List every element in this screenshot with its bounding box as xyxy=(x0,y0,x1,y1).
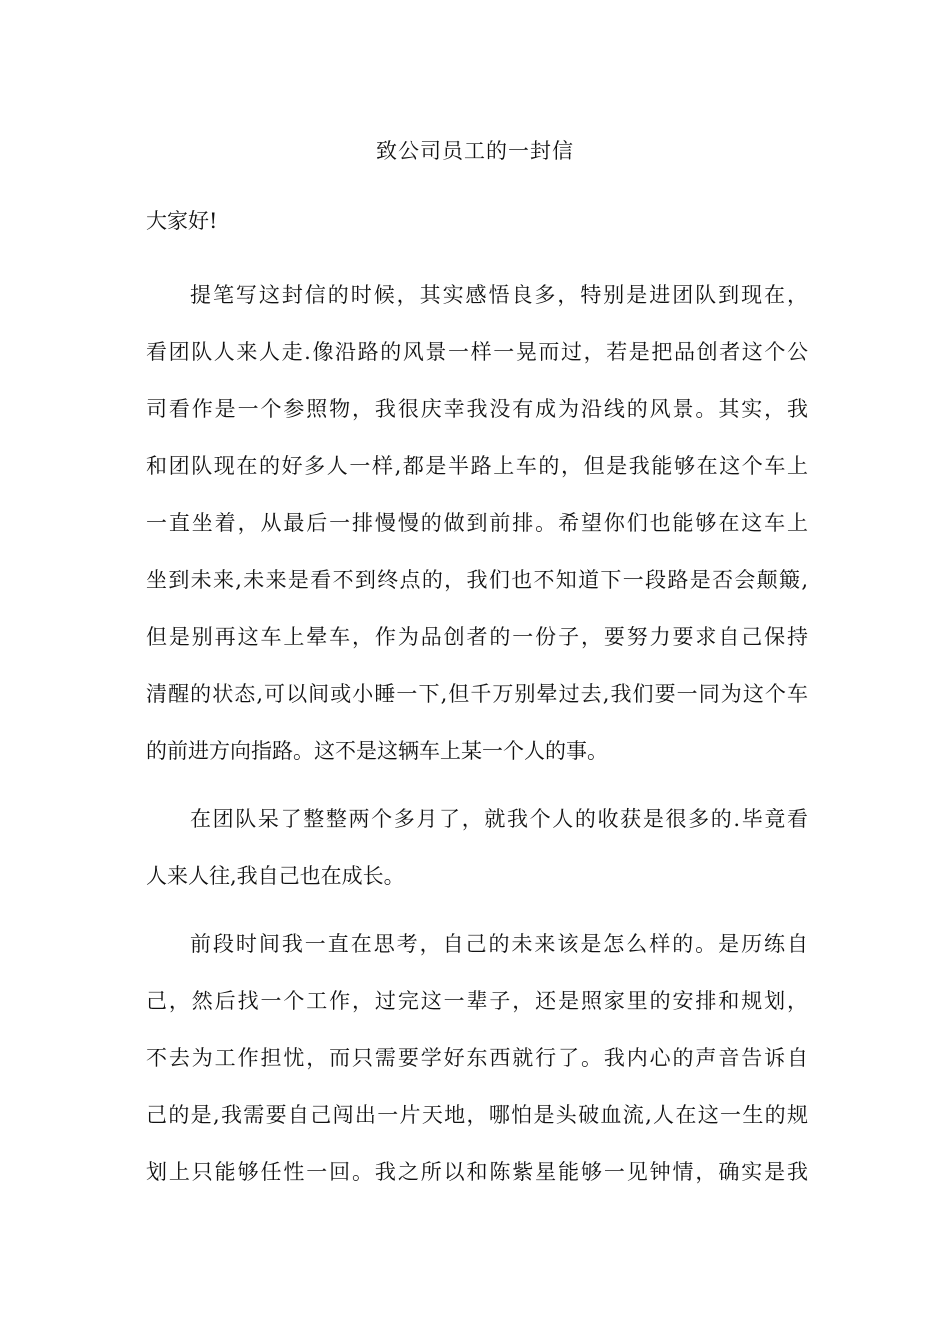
paragraph-line: 坐到未来,未来是看不到终点的，我们也不知道下一段路是否会颠簸, xyxy=(146,568,808,592)
paragraph-line: 但是别再这车上晕车，作为品创者的一份子，要努力要求自己保持 xyxy=(146,625,808,649)
paragraph-line: 人来人往,我自己也在成长。 xyxy=(146,864,405,888)
paragraph-2 xyxy=(146,791,808,905)
paragraph-1 xyxy=(146,267,808,780)
paragraph-line: 的前进方向指路。这不是这辆车上某一个人的事。 xyxy=(146,739,608,763)
paragraph-line: 司看作是一个参照物，我很庆幸我没有成为沿线的风景。其实，我 xyxy=(146,397,808,421)
paragraph-line: 己，然后找一个工作，过完这一辈子，还是照家里的安排和规划， xyxy=(146,989,808,1013)
paragraph-line: 看团队人来人走.像沿路的风景一样一晃而过，若是把品创者这个公 xyxy=(146,340,808,364)
paragraph-line: 一直坐着，从最后一排慢慢的做到前排。希望你们也能够在这车上 xyxy=(146,511,808,535)
paragraph-line: 和团队现在的好多人一样,都是半路上车的，但是我能够在这个车上 xyxy=(146,454,808,478)
paragraph-line: 划上只能够任性一回。我之所以和陈紫星能够一见钟情，确实是我 xyxy=(146,1160,808,1184)
paragraph-line: 提笔写这封信的时候，其实感悟良多，特别是进团队到现在， xyxy=(190,283,808,307)
paragraph-line: 前段时间我一直在思考，自己的未来该是怎么样的。是历练自 xyxy=(190,932,808,956)
paragraph-line: 不去为工作担忧，而只需要学好东西就行了。我内心的声音告诉自 xyxy=(146,1046,808,1070)
paragraph-line: 己的是,我需要自己闯出一片天地，哪怕是头破血流,人在这一生的规 xyxy=(146,1103,808,1127)
paragraph-line: 清醒的状态,可以间或小睡一下,但千万别晕过去,我们要一同为这个车 xyxy=(146,682,808,706)
paragraph-line: 在团队呆了整整两个多月了，就我个人的收获是很多的.毕竟看 xyxy=(190,807,808,831)
paragraph-3 xyxy=(146,916,808,1201)
document-title: 致公司员工的一封信 xyxy=(376,139,574,163)
greeting: 大家好! xyxy=(146,209,218,233)
